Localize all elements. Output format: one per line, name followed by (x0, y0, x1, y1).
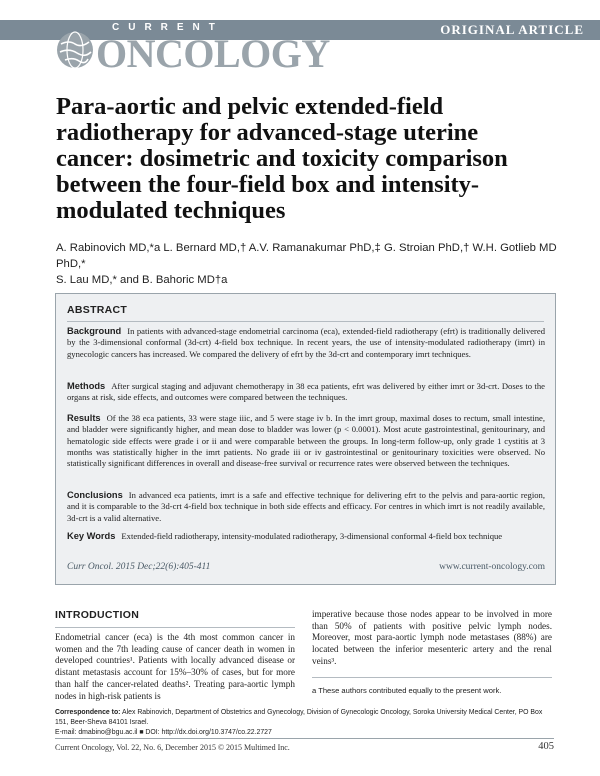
journal-url-link[interactable]: www.current-oncology.com (439, 562, 545, 572)
globe-icon (55, 30, 95, 70)
author-list (56, 240, 566, 288)
abstract-conclusions (67, 490, 545, 524)
introduction-left-column: Endometrial cancer (eca) is the 4th most common cancer in women and the 7th leading cause of cancer death in women in developed countries¹. Patients with locally advanced disease or distant metastasis account for 15%–30% of cases, but for more than half the cancer-related deaths². Treating para-aortic lymph nodes in high-risk patients is (55, 632, 295, 701)
author-line-2: S. Lau MD,* and B. Bahoric MD†a (56, 274, 228, 286)
abstract-methods (67, 381, 545, 404)
abstract-heading: ABSTRACT (67, 304, 128, 316)
conclusions-text: In advanced eca patients, imrt is a safe and effective technique for delivering efrt to the pelvis and para-aortic region, and it is comparable to the 3d-crt 4-field box technique in both side effects and efficacy. For centres in which imrt is not readily available, 3d-crt is a valid alternative. (67, 490, 545, 523)
conclusions-label: Conclusions (67, 490, 123, 500)
introduction-right-column: imperative because those nodes appear to be involved in more than 50% of patients with positive pelvic lymph nodes. Moreover, most para-aortic lymph node metastases (88%) are located between the inferior mesenteric artery and the renal veins³. (312, 609, 552, 666)
methods-text: After surgical staging and adjuvant chemotherapy in 38 eca patients, efrt was delivered by either imrt or 3d-crt. Doses to the organs at risk, side effects, and outcomes were compared between the techniques. (67, 381, 545, 403)
results-text: Of the 38 eca patients, 33 were stage iiic, and 5 were stage iv b. In the imrt group, maximal doses to rectum, small intestine, and bladder were significantly higher, and mean dose to bladder was lower (p < 0.0001). Most acute gastrointestinal, genitourinary, and hematologic side effects were grade i or ii and were comparable between the groups. In long-term follow-up, only grade 1 cystitis at 3 months was statistically higher in the imrt patients. No grade iii or iv gastrointestinal or genitourinary toxicities were observed. No statistically significant differences in overall and disease-free survival or recurrence rates were observed between the techniques. (67, 413, 545, 469)
correspondence-block (55, 708, 555, 738)
footnote-divider (312, 677, 552, 678)
left-column-divider (55, 627, 295, 628)
citation: Curr Oncol. 2015 Dec;22(6):405-411 (67, 562, 211, 572)
abstract-divider (67, 321, 544, 322)
background-label: Background (67, 326, 122, 336)
article-type-label: ORIGINAL ARTICLE (440, 22, 584, 37)
article-title: Para-aortic and pelvic extended-field radiotherapy for advanced-stage uterine cancer: dosimetric and toxicity comparison between the four-field box and intensity-modulated techniques (56, 93, 508, 224)
footnote: a These authors contributed equally to the present work. (312, 686, 502, 695)
correspondence-contact: E-mail: dmabino@bgu.ac.il ■ DOI: http://dx.doi.org/10.3747/co.22.2727 (55, 729, 272, 736)
correspondence-label: Correspondence to: (55, 709, 121, 716)
footer-divider (55, 738, 554, 739)
author-line-1: A. Rabinovich MD,*a L. Bernard MD,† A.V. Ramanakumar PhD,‡ G. Stroian PhD,† W.H. Gotlieb MD PhD,* (56, 242, 557, 270)
correspondence-text: Alex Rabinovich, Department of Obstetrics and Gynecology, Division of Gynecologic Oncology, Soroka University Medical Center, PO Box 151, Beer-Sheva 84101 Israel. (55, 709, 543, 726)
abstract-keywords (67, 531, 545, 542)
journal-name-oncology: ONCOLOGY (96, 31, 330, 76)
page-number: 405 (538, 741, 554, 752)
abstract-results (67, 413, 545, 469)
results-label: Results (67, 413, 101, 423)
methods-label: Methods (67, 381, 106, 391)
journal-name-current: CURRENT (112, 22, 224, 33)
abstract-background (67, 326, 545, 360)
footer-journal-info: Current Oncology, Vol. 22, No. 6, December 2015 © 2015 Multimed Inc. (55, 743, 290, 752)
abstract-box (55, 293, 556, 585)
background-text: In patients with advanced-stage endometrial carcinoma (eca), extended-field radiotherapy (efrt) is traditionally delivered by the 3-dimensional conformal (3d-crt) 4-field box technique. In recent years, the use of intensity-modulated radiotherapy (imrt) in gynecologic cancers has increased. We compared the delivery of efrt by the 3d-crt and contemporary imrt techniques. (67, 326, 545, 359)
keywords-label: Key Words (67, 531, 116, 541)
keywords-text: Extended-field radiotherapy, intensity-modulated radiotherapy, 3-dimensional conformal 4-field box technique (121, 531, 503, 541)
introduction-heading: INTRODUCTION (55, 609, 140, 621)
